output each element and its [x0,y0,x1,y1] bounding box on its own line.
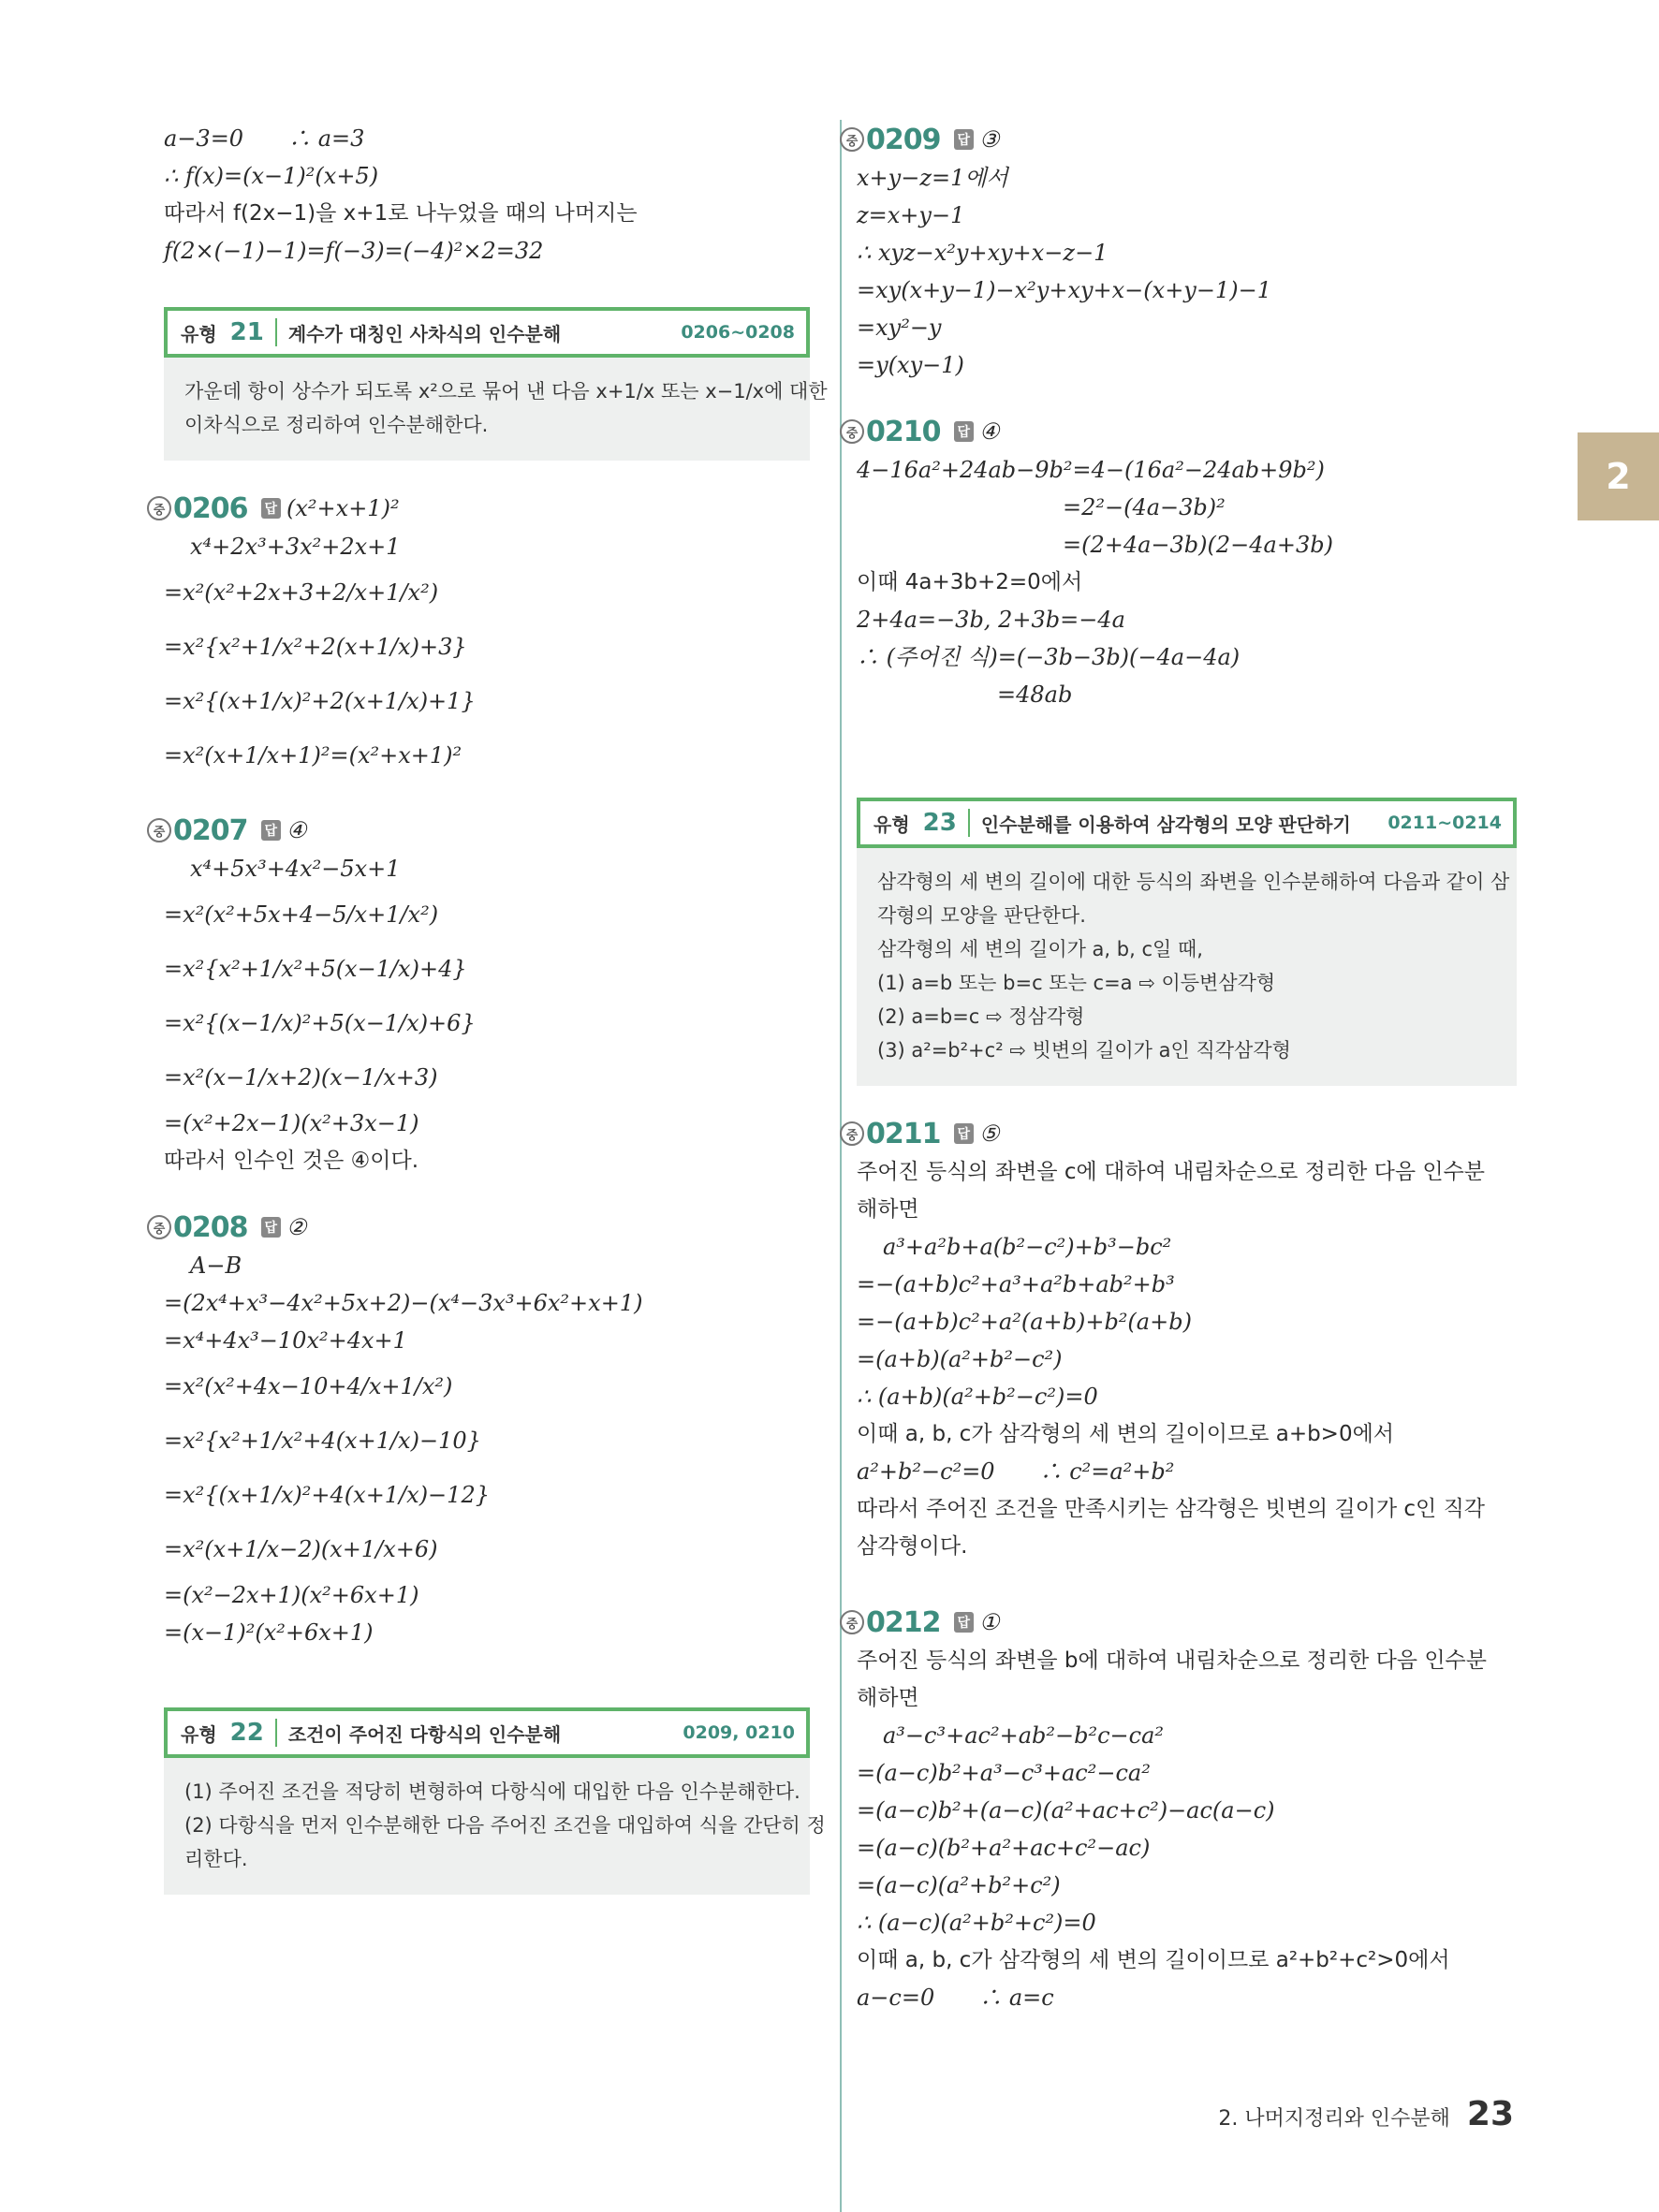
solution-line: =(x²−2x+1)(x²+6x+1) [164,1582,419,1608]
problem-0206 [153,489,810,783]
solution-line: ∴ xyz−x²y+xy+x−z−1 [857,240,1108,266]
type-separator [275,318,277,346]
problem-number: 0208 [173,1210,248,1244]
problem-0209 [845,120,1517,384]
chapter-tab: 2 [1578,432,1659,520]
level-badge: 중 [147,818,171,842]
type-body [164,1758,826,1895]
solution-line: 2+4a=−3b, 2+3b=−4a [857,607,1125,633]
type-body-line: 각형의 모양을 판단한다. [877,904,1086,927]
solution-line: =x⁴+4x³−10x²+4x+1 [164,1327,407,1354]
solution-line: 따라서 f(2x−1)을 x+1로 나누었을 때의 나머지는 [164,201,638,226]
type-23-box [857,798,1517,1086]
solution-line: =−(a+b)c²+a³+a²b+ab²+b³ [857,1271,1175,1297]
answer-badge: 답 [954,1612,975,1633]
solution-line: ∴ f(x)=(x−1)²(x+5) [164,163,379,189]
solution-line: x⁴+5x³+4x²−5x+1 [190,856,401,882]
answer-value: ④ [979,418,1000,445]
left-column [153,120,828,1923]
type-body-line: (2) 다항식을 먼저 인수분해한 다음 주어진 조건을 대입하여 식을 간단히 정 [184,1814,826,1837]
type-number: 23 [922,809,957,837]
answer-value: ① [979,1609,1000,1635]
solution-line: 이때 4a+3b+2=0에서 [857,570,1083,594]
problem-header [147,1208,810,1247]
type-range: 0211~0214 [1387,813,1502,833]
type-body-line: (1) a=b 또는 b=c 또는 c=a ⇨ 이등변삼각형 [877,972,1276,994]
solution-line: 따라서 주어진 조건을 만족시키는 삼각형은 빗변의 길이가 c인 직각 [857,1497,1486,1521]
solution-line: 이때 a, b, c가 삼각형의 세 변의 길이이므로 a+b>0에서 [857,1422,1395,1446]
level-badge: 중 [840,1121,864,1146]
problem-0210 [845,412,1517,713]
type-header [164,1707,810,1758]
level-badge: 중 [147,1215,171,1239]
intro-solution [164,120,810,270]
solution-line: =−(a+b)c²+a²(a+b)+b²(a+b) [857,1309,1192,1335]
answer-value: ③ [979,126,1000,153]
answer-badge: 답 [261,1217,282,1238]
problem-number: 0209 [866,123,941,156]
solution-line: 주어진 등식의 좌변을 b에 대하여 내림차순으로 정리한 다음 인수분 [857,1648,1487,1673]
answer-badge: 답 [261,820,282,841]
problem-number: 0206 [173,491,248,525]
type-body-line: 이차식으로 정리하여 인수분해한다. [184,414,489,436]
solution-line: =(2+4a−3b)(2−4a+3b) [1063,532,1333,558]
solution-line: =x²(x²+2x+3+2/x+1/x²) [164,579,439,606]
solution-line: z=x+y−1 [857,202,965,228]
solution-line: a³+a²b+a(b²−c²)+b³−bc² [883,1234,1172,1260]
solution-line: =xy(x+y−1)−x²y+xy+x−(x+y−1)−1 [857,277,1271,303]
solution-line: 해하면 [857,1197,919,1222]
answer-value: ② [286,1214,307,1240]
solution-line: a−c=0 ∴ a=c [857,1985,1054,2011]
problem-header [840,412,1517,451]
type-separator [968,809,970,837]
type-body-line: 가운데 항이 상수가 되도록 x²으로 묶어 낸 다음 x+1/x 또는 x−1/x에 대한 [184,380,828,403]
solution-line: x+y−z=1에서 [857,165,1008,191]
solution-line: 주어진 등식의 좌변을 c에 대하여 내림차순으로 정리한 다음 인수분 [857,1160,1486,1184]
solution-line: ∴ (a−c)(a²+b²+c²)=0 [857,1910,1096,1936]
solution-line: a−3=0 ∴ a=3 [164,125,365,152]
footer-chapter-title: 2. 나머지정리와 인수분해 [1218,2107,1450,2131]
solution-line: 4−16a²+24ab−9b²=4−(16a²−24ab+9b²) [857,457,1325,483]
type-number: 21 [229,318,264,346]
answer-badge: 답 [954,421,975,442]
solution-line: 해하면 [857,1686,919,1710]
solution-line: =x²{x²+1/x²+5(x−1/x)+4} [164,956,467,982]
answer-value: ⑤ [979,1121,1000,1147]
solution-line: ∴ (주어진 식)=(−3b−3b)(−4a−4a) [857,644,1241,670]
problem-0211 [845,1114,1517,1565]
type-separator [275,1719,277,1747]
page-footer [1218,2095,1514,2133]
solution-line: =x²(x+1/x+1)²=(x²+x+1)² [164,742,462,769]
type-21-box [164,307,828,461]
problem-number: 0207 [173,813,248,847]
type-label: 유형 [181,1722,217,1746]
solution-line: =x²(x+1/x−2)(x+1/x+6) [164,1536,438,1562]
solution-line: 따라서 인수인 것은 ④이다. [164,1149,419,1173]
solution-line: =(a+b)(a²+b²−c²) [857,1346,1063,1372]
solution-line: 이때 a, b, c가 삼각형의 세 변의 길이이므로 a²+b²+c²>0에서 [857,1948,1450,1972]
solution-line: =(a−c)b²+(a−c)(a²+ac+c²)−ac(a−c) [857,1797,1275,1824]
solution-line: ∴ (a+b)(a²+b²−c²)=0 [857,1384,1098,1410]
level-badge: 중 [840,127,864,152]
solution-line: a³−c³+ac²+ab²−b²c−ca² [883,1722,1164,1749]
solution-line: x⁴+2x³+3x²+2x+1 [190,534,401,560]
type-body-line: (3) a²=b²+c² ⇨ 빗변의 길이가 a인 직각삼각형 [877,1039,1291,1062]
type-body-line: 삼각형의 세 변의 길이에 대한 등식의 좌변을 인수분해하여 다음과 같이 삼 [877,871,1510,893]
problem-header [147,811,810,850]
type-body [164,358,828,461]
solution-line: =y(xy−1) [857,352,964,378]
type-header [857,798,1517,848]
solution-line: =x²(x²+5x+4−5/x+1/x²) [164,901,439,928]
problem-header [147,489,810,528]
solution-line: =48ab [997,681,1073,708]
type-body [857,848,1517,1086]
solution-line: =(a−c)(b²+a²+ac+c²−ac) [857,1835,1151,1861]
solution-line: =2²−(4a−3b)² [1063,494,1226,520]
type-body-line: (1) 주어진 조건을 적당히 변형하여 다항식에 대입한 다음 인수분해한다. [184,1780,800,1803]
solution-line: =(x−1)²(x²+6x+1) [164,1619,374,1646]
right-column [845,120,1517,2016]
type-title: 인수분해를 이용하여 삼각형의 모양 판단하기 [980,813,1351,836]
solution-line: 삼각형이다. [857,1534,968,1559]
type-22-box [164,1707,826,1895]
type-title: 계수가 대칭인 사차식의 인수분해 [287,322,562,345]
solution-line: =x²{x²+1/x²+2(x+1/x)+3} [164,634,467,660]
type-body-line: (2) a=b=c ⇨ 정삼각형 [877,1005,1085,1028]
type-range: 0209, 0210 [683,1722,795,1743]
level-badge: 중 [840,419,864,444]
problem-0212 [845,1603,1517,2016]
type-label: 유형 [181,322,217,345]
solution-line: =(x²+2x−1)(x²+3x−1) [164,1110,419,1136]
solution-line: =x²(x²+4x−10+4/x+1/x²) [164,1373,453,1399]
problem-number: 0212 [866,1605,941,1639]
solution-line: =(a−c)(a²+b²+c²) [857,1872,1061,1898]
problem-number: 0211 [866,1117,941,1150]
answer-value: ④ [286,817,307,843]
level-badge: 중 [147,496,171,520]
answer-value: (x²+x+1)² [286,495,400,521]
type-label: 유형 [874,813,910,836]
solution-line: =x²{(x+1/x)²+4(x+1/x)−12} [164,1482,490,1508]
solution-line: A−B [190,1252,242,1279]
solution-line: =x²{(x−1/x)²+5(x−1/x)+6} [164,1010,476,1036]
type-header [164,307,810,358]
level-badge: 중 [840,1610,864,1634]
type-number: 22 [229,1719,264,1747]
solution-line: =x²{(x+1/x)²+2(x+1/x)+1} [164,688,476,714]
solution-line: a²+b²−c²=0 ∴ c²=a²+b² [857,1458,1175,1485]
answer-badge: 답 [954,129,975,150]
type-range: 0206~0208 [681,322,795,343]
solution-line: f(2×(−1)−1)=f(−3)=(−4)²×2=32 [164,238,544,264]
problem-header [840,1603,1517,1642]
solution-line: =x²{x²+1/x²+4(x+1/x)−10} [164,1428,481,1454]
problem-header [840,1114,1517,1153]
problem-0207 [153,811,810,1179]
problem-header [840,120,1517,159]
answer-badge: 답 [261,498,282,519]
solution-line: =x²(x−1/x+2)(x−1/x+3) [164,1064,438,1091]
type-body-line: 리한다. [184,1848,248,1870]
answer-badge: 답 [954,1123,975,1144]
problem-number: 0210 [866,415,941,448]
solution-line: =(a−c)b²+a³−c³+ac²−ca² [857,1760,1151,1786]
page-number: 23 [1466,2095,1514,2133]
solution-line: =(2x⁴+x³−4x²+5x+2)−(x⁴−3x³+6x²+x+1) [164,1290,643,1316]
type-title: 조건이 주어진 다항식의 인수분해 [287,1722,562,1746]
problem-0208 [153,1208,810,1651]
type-body-line: 삼각형의 세 변의 길이가 a, b, c일 때, [877,938,1203,960]
solution-line: =xy²−y [857,315,942,341]
